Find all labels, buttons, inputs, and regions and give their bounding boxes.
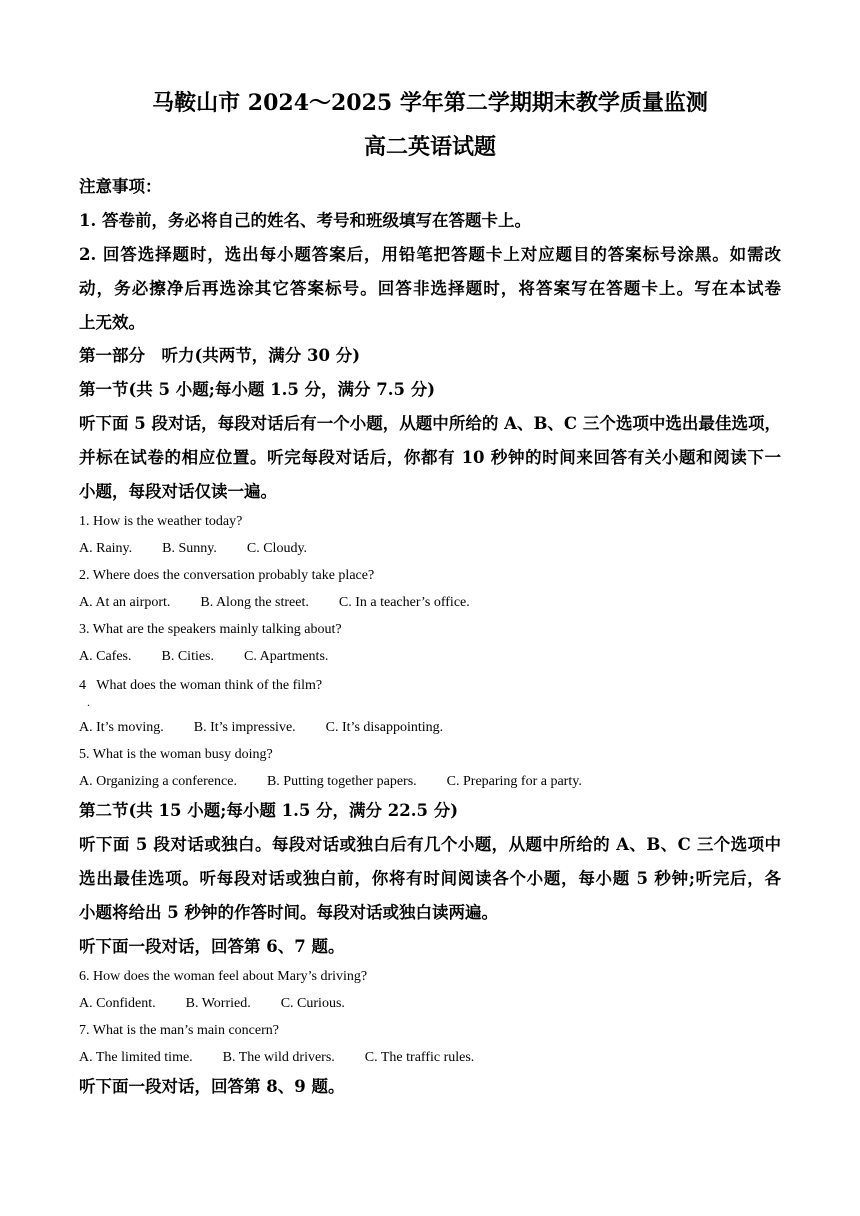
question-3-stem: 3. What are the speakers mainly talking about? — [79, 622, 342, 637]
question-6-option-a: A. Confident. — [79, 996, 156, 1011]
notice-item-2-line-3: 上无效。 — [79, 313, 145, 332]
part1-heading: 第一部分 听力(共两节，满分 30 分) — [79, 346, 361, 365]
question-4-stray-dot: . — [87, 695, 90, 709]
question-4-options — [79, 719, 443, 737]
question-4-option-c: C. It’s disappointing. — [325, 720, 444, 735]
question-5-option-c: C. Preparing for a party. — [446, 774, 582, 789]
question-4-option-b: B. It’s impressive. — [193, 720, 296, 735]
exam-title: 马鞍山市 2024～2025 学年第二学期期末教学质量监测 — [152, 90, 708, 116]
section1-instructions-line-1: 听下面 5 段对话，每段对话后有一个小题，从题中所给的 A、B、C 三个选项中选出最佳选项， — [79, 414, 781, 433]
dialogue-group-8-9: 听下面一段对话，回答第 8、9 题。 — [79, 1077, 345, 1096]
question-2-option-b: B. Along the street. — [200, 595, 309, 610]
question-7-option-c: C. The traffic rules. — [364, 1050, 475, 1065]
question-5-option-b: B. Putting together papers. — [266, 774, 417, 789]
section2-heading: 第二节(共 15 小题;每小题 1.5 分，满分 22.5 分) — [79, 801, 459, 820]
question-3-option-b: B. Cities. — [161, 649, 215, 664]
question-3-options — [79, 648, 328, 666]
section2-instructions-line-2: 选出最佳选项。听每段对话或独白前，你将有时间阅读各个小题，每小题 5 秒钟;听完后，各 — [79, 869, 781, 888]
notice-item-1: 1. 答卷前，务必将自己的姓名、考号和班级填写在答题卡上。 — [79, 211, 531, 230]
question-4-option-a: A. It’s moving. — [79, 720, 164, 735]
exam-subtitle: 高二英语试题 — [363, 134, 496, 160]
question-6-option-c: C. Curious. — [280, 996, 345, 1011]
notice-heading: 注意事项： — [79, 177, 162, 196]
section2-instructions-line-1: 听下面 5 段对话或独白。每段对话或独白后有几个小题，从题中所给的 A、B、C 三个选项中 — [79, 835, 781, 854]
notice-item-2-line-1: 2. 回答选择题时，选出每小题答案后，用铅笔把答题卡上对应题目的答案标号涂黑。如需改 — [79, 245, 781, 264]
question-7-options — [79, 1049, 474, 1067]
section1-heading: 第一节(共 5 小题;每小题 1.5 分，满分 7.5 分) — [79, 380, 436, 399]
question-7-option-b: B. The wild drivers. — [222, 1050, 335, 1065]
question-1-options — [79, 540, 307, 558]
question-2-option-a: A. At an airport. — [79, 595, 171, 610]
section1-instructions-line-3: 小题，每段对话仅读一遍。 — [79, 482, 277, 501]
question-5-stem: 5. What is the woman busy doing? — [79, 747, 273, 762]
question-6-option-b: B. Worried. — [185, 996, 251, 1011]
question-2-options — [79, 594, 470, 612]
question-1-stem: 1. How is the weather today? — [79, 514, 243, 529]
section1-instructions-line-2: 并标在试卷的相应位置。听完每段对话后，你都有 10 秒钟的时间来回答有关小题和阅读下一 — [79, 448, 781, 467]
question-2-option-c: C. In a teacher’s office. — [338, 595, 470, 610]
question-3-option-a: A. Cafes. — [79, 649, 132, 664]
question-3-option-c: C. Apartments. — [244, 649, 329, 664]
question-6-options — [79, 995, 345, 1013]
question-5-options — [79, 773, 582, 791]
dialogue-group-6-7: 听下面一段对话，回答第 6、7 题。 — [79, 937, 345, 956]
question-4-stem: 4 What does the woman think of the film? — [79, 678, 323, 693]
question-7-stem: 7. What is the man’s main concern? — [79, 1023, 279, 1038]
section2-instructions-line-3: 小题将给出 5 秒钟的作答时间。每段对话或独白读两遍。 — [79, 903, 498, 922]
question-2-stem: 2. Where does the conversation probably take place? — [79, 568, 375, 583]
question-6-stem: 6. How does the woman feel about Mary’s driving? — [79, 969, 368, 984]
notice-item-2-line-2: 动，务必擦净后再选涂其它答案标号。回答非选择题时，将答案写在答题卡上。写在本试卷 — [79, 279, 781, 298]
question-5-option-a: A. Organizing a conference. — [79, 774, 237, 789]
question-1-option-b: B. Sunny. — [162, 541, 217, 556]
question-1-option-c: C. Cloudy. — [246, 541, 308, 556]
question-7-option-a: A. The limited time. — [79, 1050, 193, 1065]
question-1-option-a: A. Rainy. — [79, 541, 133, 556]
